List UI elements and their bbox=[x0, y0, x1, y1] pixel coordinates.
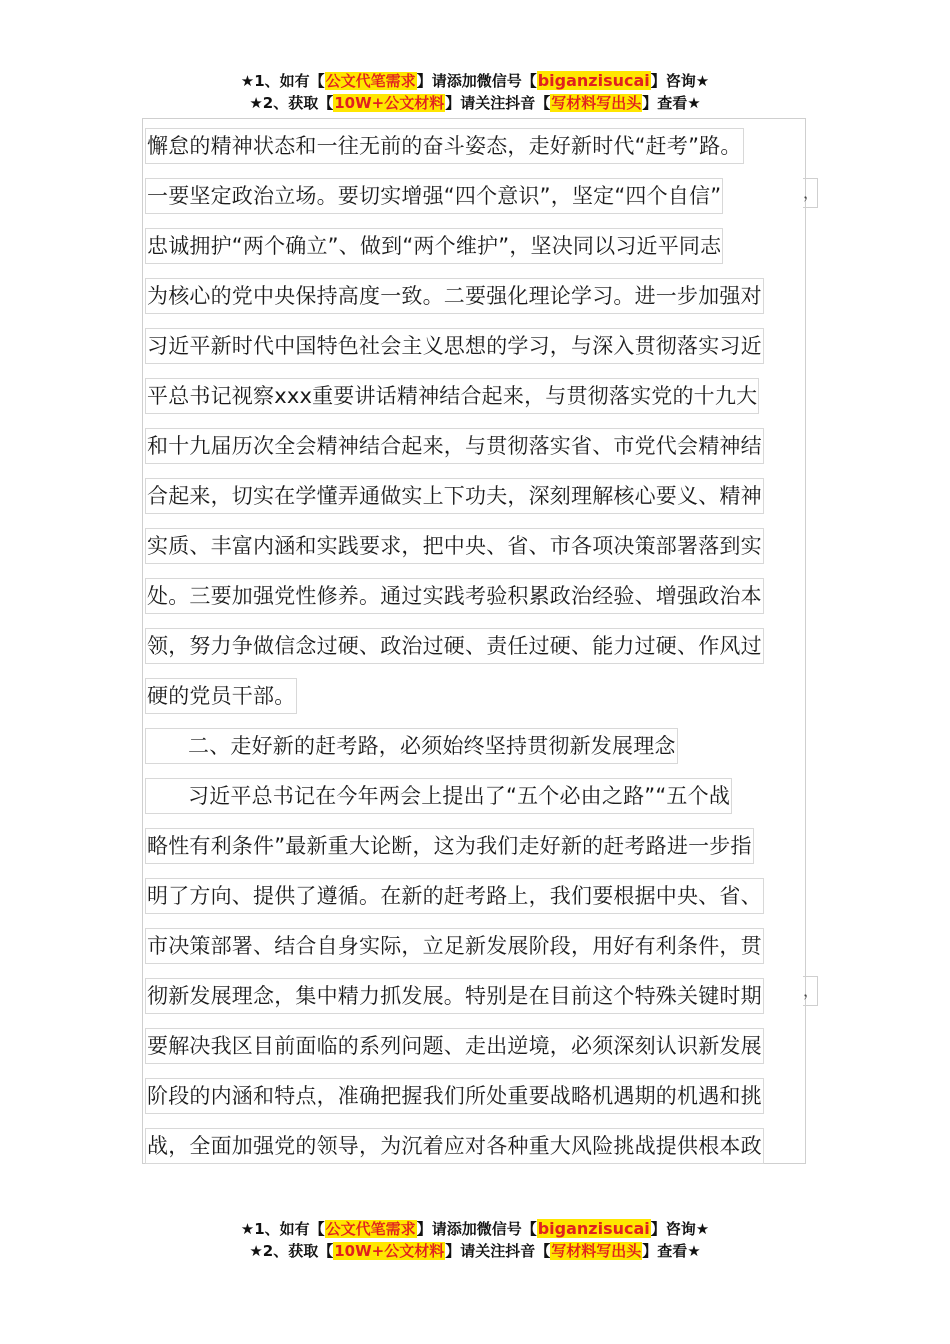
promo-highlight: 10W+公文材料 bbox=[334, 1242, 445, 1260]
text-line: 习近平新时代中国特色社会主义思想的学习，与深入贯彻落实习近 bbox=[145, 322, 805, 372]
promo-highlight: 公文代笔需求 bbox=[325, 72, 416, 90]
promo-text: 】请关注抖音【 bbox=[445, 94, 551, 112]
promo-highlight: 公文代笔需求 bbox=[325, 1220, 416, 1238]
promo-line-1 bbox=[0, 70, 950, 92]
promo-line-2 bbox=[0, 1240, 950, 1262]
header-promo bbox=[0, 70, 950, 114]
promo-highlight-wechat: biganzisucai bbox=[537, 1219, 650, 1238]
promo-text: 】咨询★ bbox=[650, 1220, 710, 1238]
promo-highlight-douyin: 写材料写出头 bbox=[551, 94, 642, 112]
text-line: 硬的党员干部。 bbox=[145, 672, 805, 722]
text-line: 要解决我区目前面临的系列问题、走出逆境，必须深刻认识新发展 bbox=[145, 1022, 805, 1072]
text-line: 一要坚定政治立场。要切实增强“四个意识”，坚定“四个自信” bbox=[145, 172, 805, 222]
text-line: 阶段的内涵和特点，准确把握我们所处重要战略机遇期的机遇和挑 bbox=[145, 1072, 805, 1122]
text-line: 和十九届历次全会精神结合起来，与贯彻落实省、市党代会精神结 bbox=[145, 422, 805, 472]
promo-text: ★2、获取【 bbox=[249, 1242, 334, 1260]
promo-highlight-douyin: 写材料写出头 bbox=[551, 1242, 642, 1260]
promo-line-2 bbox=[0, 92, 950, 114]
text-line: 略性有利条件”最新重大论断，这为我们走好新的赶考路进一步指 bbox=[145, 822, 805, 872]
text-line: 彻新发展理念，集中精力抓发展。特别是在目前这个特殊关键时期 bbox=[145, 972, 805, 1022]
margin-mark: ， bbox=[803, 178, 818, 208]
text-line: 平总书记视察xxx重要讲话精神结合起来，与贯彻落实党的十九大 bbox=[145, 372, 805, 422]
document-body bbox=[145, 122, 805, 1172]
promo-highlight: 10W+公文材料 bbox=[334, 94, 445, 112]
section-heading: 二、走好新的赶考路，必须始终坚持贯彻新发展理念 bbox=[145, 722, 805, 772]
text-line: 实质、丰富内涵和实践要求，把中央、省、市各项决策部署落到实 bbox=[145, 522, 805, 572]
text-line: 处。三要加强党性修养。通过实践考验积累政治经验、增强政治本 bbox=[145, 572, 805, 622]
promo-text: 】查看★ bbox=[642, 94, 701, 112]
margin-mark: ， bbox=[803, 976, 818, 1006]
promo-highlight-wechat: biganzisucai bbox=[537, 71, 650, 90]
text-line: 战，全面加强党的领导，为沉着应对各种重大风险挑战提供根本政 bbox=[145, 1122, 805, 1172]
promo-text: ★1、如有【 bbox=[240, 72, 325, 90]
promo-text: 】请关注抖音【 bbox=[445, 1242, 551, 1260]
promo-text: 】请添加微信号【 bbox=[416, 72, 537, 90]
text-line: 忠诚拥护“两个确立”、做到“两个维护”，坚决同以习近平同志 bbox=[145, 222, 805, 272]
promo-text: 】咨询★ bbox=[650, 72, 710, 90]
text-line: 明了方向、提供了遵循。在新的赶考路上，我们要根据中央、省、 bbox=[145, 872, 805, 922]
footer-promo bbox=[0, 1218, 950, 1262]
text-line: 为核心的党中央保持高度一致。二要强化理论学习。进一步加强对 bbox=[145, 272, 805, 322]
text-line: 懈怠的精神状态和一往无前的奋斗姿态，走好新时代“赶考”路。 bbox=[145, 122, 805, 172]
promo-text: ★1、如有【 bbox=[240, 1220, 325, 1238]
text-line: 领，努力争做信念过硬、政治过硬、责任过硬、能力过硬、作风过 bbox=[145, 622, 805, 672]
promo-text: 】请添加微信号【 bbox=[416, 1220, 537, 1238]
text-line: 合起来，切实在学懂弄通做实上下功夫，深刻理解核心要义、精神 bbox=[145, 472, 805, 522]
promo-line-1 bbox=[0, 1218, 950, 1240]
promo-text: ★2、获取【 bbox=[249, 94, 334, 112]
promo-text: 】查看★ bbox=[642, 1242, 701, 1260]
text-line: 市决策部署、结合自身实际，立足新发展阶段，用好有利条件，贯 bbox=[145, 922, 805, 972]
text-line: 习近平总书记在今年两会上提出了“五个必由之路”“五个战 bbox=[145, 772, 805, 822]
